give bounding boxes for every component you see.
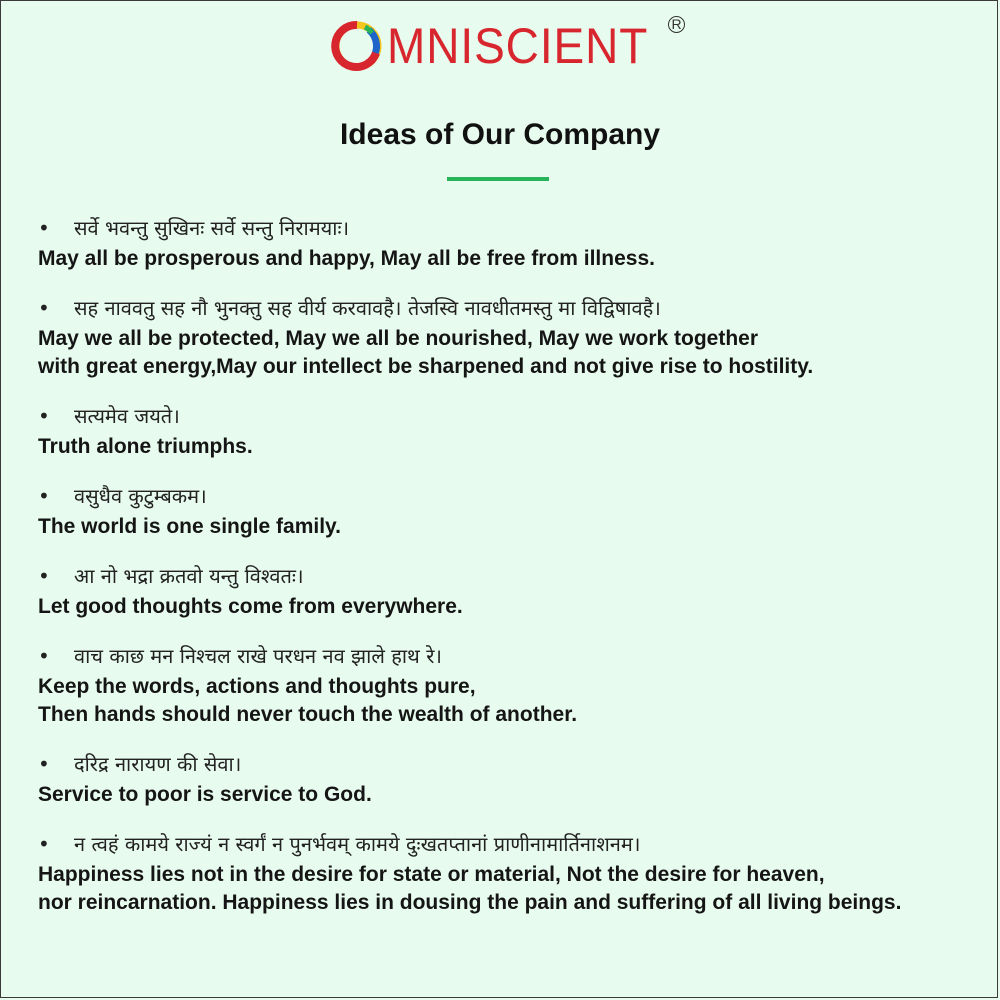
idea-meaning: Truth alone triumphs. <box>38 435 253 458</box>
bullet: • <box>38 296 50 320</box>
idea-meaning: Happiness lies not in the desire for state or material, Not the desire for heaven, <box>38 863 825 886</box>
sanskrit-text: न त्वहं कामये राज्यं न स्वर्गं न पुनर्भवम् कामये दुःखतप्तानां प्राणीनामार्तिनाशनम। <box>74 832 641 856</box>
sanskrit-text: वसुधैव कुटुम्बकम। <box>74 484 207 508</box>
idea-sanskrit <box>38 480 988 513</box>
idea-sanskrit <box>38 560 988 593</box>
bullet: • <box>38 832 50 856</box>
idea-item <box>38 212 988 273</box>
ideas-list <box>38 212 988 936</box>
logo-wordmark: MNISCIENT <box>387 18 649 74</box>
idea-meaning: Let good thoughts come from everywhere. <box>38 595 463 618</box>
title-underline <box>447 177 549 181</box>
idea-item <box>38 828 988 917</box>
bullet: • <box>38 752 50 776</box>
idea-sanskrit <box>38 212 988 245</box>
idea-item <box>38 748 988 809</box>
registered-mark: R <box>668 16 685 33</box>
idea-item <box>38 480 988 541</box>
idea-sanskrit <box>38 748 988 781</box>
idea-meaning: Then hands should never touch the wealth of another. <box>38 703 578 726</box>
page-title: Ideas of Our Company <box>339 118 661 151</box>
idea-item <box>38 292 988 381</box>
sanskrit-text: सर्वे भवन्तु सुखिनः सर्वे सन्तु निरामयाः। <box>74 216 350 240</box>
idea-meaning: Service to poor is service to God. <box>38 783 372 806</box>
idea-item <box>38 640 988 729</box>
sanskrit-text: दरिद्र नारायण की सेवा। <box>74 752 242 776</box>
idea-meaning: with great energy,May our intellect be sharpened and not give rise to hostility. <box>38 355 814 378</box>
idea-meaning: The world is one single family. <box>38 515 342 538</box>
bullet: • <box>38 404 50 428</box>
idea-meaning: Keep the words, actions and thoughts pure, <box>38 675 476 698</box>
idea-item <box>38 560 988 621</box>
bullet: • <box>38 644 50 668</box>
idea-meaning: May we all be protected, May we all be nourished, May we work together <box>38 327 759 350</box>
idea-meaning: nor reincarnation. Happiness lies in dousing the pain and suffering of all living beings. <box>38 891 902 914</box>
logo-ring-icon <box>329 18 385 74</box>
sanskrit-text: वाच काछ मन निश्चल राखे परधन नव झाले हाथ रे। <box>74 644 442 668</box>
bullet: • <box>38 564 50 588</box>
idea-meaning: May all be prosperous and happy, May all be free from illness. <box>38 247 655 270</box>
bullet: • <box>38 216 50 240</box>
sanskrit-text: सह नाववतु सह नौ भुनक्तु सह वीर्य करवावहै। तेजस्वि नावधीतमस्तु मा विद्विषावहै। <box>74 296 661 320</box>
logo-wrap <box>329 16 682 74</box>
sanskrit-text: आ नो भद्रा क्रतवो यन्तु विश्वतः। <box>74 564 304 588</box>
sanskrit-text: सत्यमेव जयते। <box>74 404 180 428</box>
idea-item <box>38 400 988 461</box>
idea-sanskrit <box>38 828 988 861</box>
idea-sanskrit <box>38 292 988 325</box>
idea-sanskrit <box>38 400 988 433</box>
company-logo <box>0 18 1000 74</box>
idea-sanskrit <box>38 640 988 673</box>
bullet: • <box>38 484 50 508</box>
